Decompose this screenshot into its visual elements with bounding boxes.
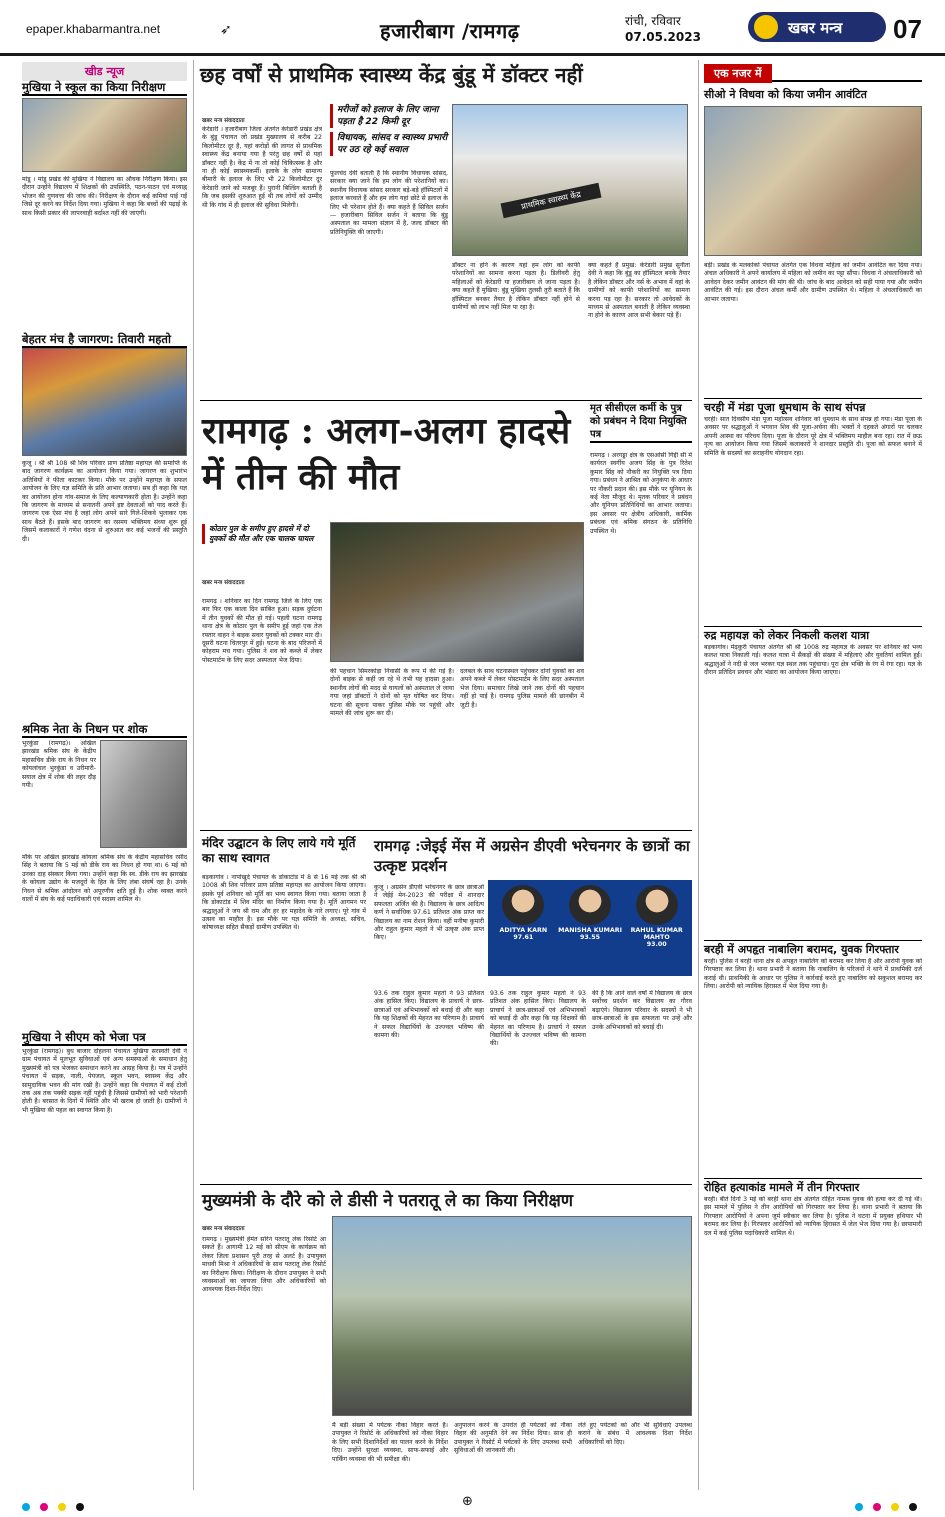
headline-cm-visit: मुख्यमंत्री के दौरे को ले डीसी ने पतरातू ले का किया निरीक्षण: [202, 1191, 574, 1211]
body-jee-col2: 93.6 तक राहुल कुमार महतो ने 93 प्रतिशत अंक हासिल किए। विद्यालय के प्राचार्य ने छात्र-छात्राओं एवं अभिभावकों को बधाई दी और कहा कि यह शिक्षकों की मेहनत का परिणाम है। प्राचार्य ने सफल विद्यार्थियों के उज्ज्वल भविष्य की कामना की।: [374, 990, 484, 1040]
photo-jagran-stage: [22, 348, 187, 456]
body-health-col1: केरेडारी । हजारीबाग जिला अंतर्गत केरेडारी प्रखंड क्षेत्र के बुंडू पंचायत जो प्रखंड मुख्यालय से करीब 22 किलोमीटर दूर है, यहां करोड़ों की लागत से प्राथमिक स्वास्थ्य केंद्र बनाया गया है परंतु छह वर्षों से यहां डॉक्टर नहीं है। केंद्र में ना तो कोई चिकित्सक है और ना ही कोई स्वास्थ्यकर्मी। इलाके के लोग सामान्य बीमारी के इलाज के लिए भी 22 किलोमीटर दूर केरेडारी जाने को मजबूर हैं। पुरानी बिल्डिंग बताती है कि जब इसकी शुरुआत हुई थी तब लोगों को उम्मीद थी कि गांव में ही इलाज की सुविधा मिलेगी।: [202, 126, 322, 209]
kicker-line: मरीजों को इलाज के लिए जाना पड़ता है 22 किमी दूर: [330, 104, 448, 128]
student-card: [623, 882, 690, 974]
crosshair-icon: ⊕: [462, 1494, 473, 1509]
student-photo: [569, 885, 611, 925]
brand-badge: खबर मन्त्र: [748, 12, 886, 42]
headline-health-centre: छह वर्षों से प्राथमिक स्वास्थ्य केंद्र बुंडू में डॉक्टर नहीं: [200, 63, 583, 87]
body-left-2: कुजू । श्री श्री 108 श्री शिव परिवार प्राण प्रतिष्ठा महायज्ञ की समाप्ति के बाद जागरण कार्यक्रम का आयोजन किया गया। जागरण का शुभारंभ अतिथियों ने फीता काटकर किया। मौके पर उन्होंने महायज्ञ के सफल आयोजन के लिए यज्ञ समिति के प्रति आभार जताया। सब ही कहा कि यज्ञ का आयोजन होना गांव-समाज के लिए कल्याणकारी होता है। उन्होंने कहा कि जागरण के माध्यम से सनातनी अपने इष्ट देवताओं को याद करते हैं। जागरण एक ऐसा मंच है जहां लोग अपने सारे गिले-शिकवे भुलाकर एक साथ बैठते हैं। इसके बाद जागरण का रसमय भक्तिमय संध्या शुरू हुई जिसमें कलाकारों ने गणेश वंदना से शुरुआत कर कई भजनों की प्रस्तुति दी।: [22, 460, 187, 543]
body-temple: बड़कागांव । नापोखुर्द पंचायत के डोकाटांड में 8 से 16 मई तक श्री श्री 1008 श्री शिव परिवार प्राण प्रतिष्ठा महायज्ञ का आयोजन किया जाएगा। इसके पूर्व शनिवार को मूर्ति का भव्य स्वागत किया गया। बताया जाता है कि डोकाटांड में शिव मंदिर का निर्माण किया गया है। मूर्ति आगमन पर श्रद्धालुओं ने जय श्री राम और हर हर महादेव के नारे लगाए। पूरे गांव में उत्सव का माहौल है। इस मौके पर यज्ञ समिति के अध्यक्ष, सचिव, कोषाध्यक्ष सहित सैकड़ों ग्रामीण उपस्थित थे।: [202, 874, 366, 932]
student-name: MANISHA KUMARI: [558, 927, 622, 934]
building-sign: प्राथमिक स्वास्थ्य केंद्र: [501, 183, 602, 218]
right-tag-row: [704, 62, 922, 82]
kicker-box: [330, 104, 448, 156]
body-right-3: बड़कागांव। मेढ़कुरी पंचायत अंतर्गत श्री श्री 1008 रुद्र महायज्ञ के अवसर पर शनिवार को भव्य कलश यात्रा निकाली गई। कलश यात्रा में सैकड़ों की संख्या में महिलाएं और युवतियां शामिल हुईं। श्रद्धालुओं ने नदी से जल भरकर यज्ञ स्थल तक पहुंचाया। पूरा क्षेत्र भक्ति के रंग में रंगा रहा। यज्ञ के दौरान प्रतिदिन प्रवचन और भंडारा का आयोजन किया जाएगा।: [704, 644, 922, 677]
body-left-1: मांडू । मांडू प्रखंड की मुखिया ने विद्यालय का औचक निरीक्षण किया। इस दौरान उन्होंने विद्यालय में शिक्षकों की उपस्थिति, पठन-पाठन एवं मध्याह्न भोजन की गुणवत्ता की जांच की। निरीक्षण के दौरान कई कमियां पाई गईं जिसे दूर करने का निर्देश दिया गया। मुखिया ने कहा कि बच्चों की पढ़ाई के साथ किसी प्रकार की लापरवाही बर्दाश्त नहीं की जाएगी।: [22, 176, 187, 217]
byline: खबर मन्त्र संवाददाता: [202, 1226, 245, 1232]
yellow-dot-icon: [891, 1503, 899, 1511]
yellow-dot-icon: [58, 1503, 66, 1511]
body-health-col3: डॉक्टर ना होने के कारण यहां हम लोग को काफी परेशानियों का सामना करना पड़ता है। डिलीवरी हेतु महिलाओं को केरेडारी या हजारीबाग ले जाना पड़ता है। क्या कहते हैं मुखिया: बुंडू मुखिया तुलसी तुरी बताते हैं कि हॉस्पिटल बनकर तैयार है लेकिन डॉक्टर नहीं होने से ग्रामीणों को लाभ नहीं मिल पा रहा है।: [452, 262, 580, 312]
student-score: 93.00: [646, 941, 667, 948]
headline-right-5: रोहित हत्याकांड मामले में तीन गिरफ्तार: [704, 1178, 922, 1195]
body-health-col4: क्या कहते हैं प्रमुख: केरेडारी प्रमुख सुनीता देवी ने कहा कि बुंडू का हॉस्पिटल बनके तैयार है लेकिन डॉक्टर और नर्स के अभाव में वहां के ग्रामीणों को काफी परेशानियों का सामना करना पड़ रहा है। सरकार तो आवेदकों के माध्यम से अस्पताल बनाती है लेकिन व्यवस्था ना होने के कारण आज सभी बेकार पड़े हैं।: [588, 262, 690, 320]
kicker-accidents: कोठार पुल के समीप हुए हादसे में दो युवकों की मौत और एक चालक घायल: [202, 524, 324, 544]
brand-logo-icon: [754, 15, 778, 39]
headline-accidents: रामगढ़ : अलग-अलग हादसे में तीन की मौत: [202, 410, 571, 498]
headline-right-1: सीओ ने विधवा को किया जमीन आवंटित: [704, 88, 867, 101]
body-right-2: चरही। सात दिवसीय मंडा पूजा महोत्सव शनिवार को धूमधाम के साथ संपन्न हो गया। मंडा पूजा के अवसर पर श्रद्धालुओं ने भगवान शिव की पूजा-अर्चना की। भक्तों ने दहकते अंगारों पर चलकर अपनी आस्था का परिचय दिया। पूजा के दौरान पूरे क्षेत्र में भक्तिमय माहौल बना रहा। रात में छऊ नृत्य का आयोजन किया गया जिसमें कलाकारों ने शानदार प्रस्तुति दी। पूजा को सफल बनाने में समिति के सदस्यों का सराहनीय योगदान रहा।: [704, 416, 922, 457]
cursor-icon: ➶: [220, 22, 232, 38]
section-rule: [200, 830, 692, 831]
headline-right-3: रुद्र महायज्ञ को लेकर निकली कलश यात्रा: [704, 626, 922, 643]
site-url[interactable]: epaper.khabarmantra.net: [26, 22, 161, 36]
column-divider: [193, 60, 194, 1490]
body-jee-col2b: 93.6 तक राहुल कुमार महतो ने 93 प्रतिशत अंक हासिल किए। विद्यालय के प्राचार्य ने छात्र-छात्राओं एवं अभिभावकों को बधाई दी और कहा कि यह शिक्षकों की मेहनत का परिणाम है। प्राचार्य ने सफल विद्यार्थियों के उज्ज्वल भविष्य की कामना की।: [490, 990, 586, 1048]
student-score: 97.61: [513, 934, 534, 941]
magenta-dot-icon: [40, 1503, 48, 1511]
student-photo: [636, 885, 678, 925]
photo-school-inspection: [22, 98, 187, 172]
column-divider: [698, 60, 699, 1490]
body-ccl: रामगढ़ । अरगड्डा क्षेत्र के एसओसी गिद्दी सी में कार्यरत स्वर्गीय अजय सिंह के पुत्र रितेश कुमार सिंह को नौकरी का नियुक्ति पत्र दिया गया। प्रबंधन ने आश्रित को अनुकंपा के आधार पर नौकरी प्रदान की। इस मौके पर यूनियन के कई नेता मौजूद थे। मृतक परिवार ने प्रबंधन और यूनियन प्रतिनिधियों का आभार जताया। इस अवसर पर क्षेत्रीय अधिकारी, कार्मिक प्रबंधक एवं श्रमिक संगठन के प्रतिनिधि उपस्थित थे।: [590, 452, 692, 535]
body-right-5: बरही। बीते दिनों 3 मई को बरही थाना क्षेत्र अंतर्गत रोहित नामक युवक की हत्या कर दी गई थी। इस मामले में पुलिस ने तीन आरोपियों को गिरफ्तार कर लिया है। थाना प्रभारी ने बताया कि गिरफ्तार आरोपियों ने अपना जुर्म स्वीकार कर लिया है। पुलिस ने घटना में प्रयुक्त हथियार भी बरामद कर लिया है। गिरफ्तार आरोपियों को न्यायिक हिरासत में जेल भेज दिया गया है। छापामारी दल में कई पुलिस पदाधिकारी शामिल थे।: [704, 1196, 922, 1237]
photo-accident-scene: [330, 522, 584, 662]
body-right-1: बड़ी। प्रखंड के मलकोको पंचायत अंतर्गत एक विधवा महिला को जमीन आवंटित कर दिया गया। अंचल अधिकारी ने अपने कार्यालय में महिला को जमीन का पट्टा सौंपा। विधवा ने अंचलाधिकारी को आवेदन देकर जमीन आवंटन की मांग की थी। जांच के बाद आवेदन को सही पाया गया और जमीन आवंटित की गई। इस दौरान अंचल कर्मी और ग्रामीण उपस्थित थे। महिला ने अंचलाधिकारी का आभार जताया।: [704, 262, 922, 303]
student-card: [557, 882, 624, 974]
byline: खबर मन्त्र संवाददाता: [202, 118, 245, 124]
body-cm-col4: लेते हुए पर्यटकों को और भी सुविधाएं उपलब्ध कराने के संबंध में आवश्यक दिशा निर्देश अधिकारियों को दिए।: [578, 1422, 692, 1446]
section-tag: एक नजर में: [704, 64, 772, 83]
kicker-line: विधायक, सांसद व स्वास्थ्य प्रभारी पर उठ रहे कई सवाल: [330, 132, 448, 156]
byline: खबर मन्त्र संवाददाता: [202, 580, 245, 586]
black-dot-icon: [76, 1503, 84, 1511]
photo-health-building: [452, 104, 688, 256]
date: 07.05.2023: [625, 30, 701, 44]
headline-left-3: श्रमिक नेता के निधन पर शोक: [22, 722, 187, 738]
section-rule: [200, 1184, 692, 1185]
cyan-dot-icon: [22, 1503, 30, 1511]
body-accidents-col2: की पहचान सिमरकोड़ा निवासी के रूप में की गई है। दोनों बाइक से कहीं जा रहे थे तभी यह हादसा हुआ। स्थानीय लोगों की मदद से घायलों को अस्पताल ले जाया गया जहां डॉक्टरों ने दोनों को मृत घोषित कर दिया। घटना की सूचना पाकर पुलिस मौके पर पहुंची और मामले की जांच शुरू कर दी।: [330, 668, 454, 718]
city-day: रांची, रविवार: [625, 14, 681, 28]
photo-land-allotment: [704, 106, 922, 256]
registration-marks: [22, 1496, 922, 1510]
student-card: [490, 882, 557, 974]
body-accidents-col1: रामगढ़ । शनिवार का दिन रामगढ़ जिले के लिए एक बार फिर एक काला दिन साबित हुआ। सड़क दुर्घटना में तीन युवकों की मौत हो गई। पहली घटना रामगढ़ थाना क्षेत्र के कोठार पुल के समीप हुई जहां एक तेज रफ्तार वाहन ने बाइक सवार युवकों को टक्कर मार दी। दूसरी घटना चितरपुर में हुई। घटना के बाद परिजनों में कोहराम मच गया। पुलिस ने शव को कब्जे में लेकर पोस्टमार्टम के लिए सदर अस्पताल भेज दिया।: [202, 598, 322, 664]
body-cm-col1: रामगढ़ । मुख्यमंत्री हेमंत सोरेन पतरातू लेक रिसोर्ट आ सकते हैं। आगामी 12 मई को सीएम के कार्यक्रम को लेकर जिला प्रशासन पूरी तरह से अलर्ट है। उपायुक्त माधवी मिश्रा ने अधिकारियों के साथ पतरातू लेक रिसोर्ट का निरीक्षण किया। निरीक्षण के दौरान उपायुक्त ने सभी व्यवस्थाओं का जायजा लिया और अधिकारियों को आवश्यक दिशा-निर्देश दिए।: [202, 1236, 326, 1294]
headline-ccl: मृत सीसीएल कर्मी के पुत्र को प्रबंधन ने दिया नियुक्ति पत्र: [590, 402, 692, 443]
photo-labor-leader: [100, 740, 187, 848]
body-cm-col3: अनुपालन करने के उपरांत ही पर्यटकों को नौका विहार की अनुमति देने का निर्देश दिया। साथ ही उपायुक्त ने रिसोर्ट में पर्यटकों के लिए उपलब्ध सभी सुविधाओं की जानकारी ली।: [454, 1422, 572, 1455]
body-jee-col1: कुजू । अग्रसेन डीएवी भरेचनगर के छात्र छात्राओं ने जेईई मेन-2023 की परीक्षा में शानदार सफलता अर्जित की है। विद्यालय के छात्र आदित्य कर्ण ने सर्वाधिक 97.61 प्रतिशत अंक प्राप्त कर विद्यालय का नाम रोशन किया। वहीं मनीषा कुमारी और राहुल कुमार महतो ने भी उत्कृष्ट अंक प्राप्त किए।: [374, 884, 484, 942]
student-photo: [502, 885, 544, 925]
caption-left-3: भुरकुंडा (रामगढ़)। अखिल झारखंड श्रमिक संघ के केंद्रीय महासचिव डीके राय के निधन पर कोयलांचल भुरकुंडा व उरीमारी-सयाल क्षेत्र में शोक की लहर दौड़ गयी।: [22, 740, 96, 790]
body-left-4: भुरकुंडा (रामगढ़)। बुध बाजार दोहलना पंचायत मुखिया सरस्वती देवी ने ग्राम पंचायत में मूलभूत सुविधाओं एवं अन्य समस्याओं के समाधान हेतु मुख्यमंत्री को पत्र भेजकर समाधान करने का आग्रह किया है। पत्र में उन्होंने पंचायत में सड़क, नाली, पेयजल, स्कूल भवन, स्वास्थ्य केंद्र और सामुदायिक भवन की मांग रखी है। उन्होंने कहा कि पंचायत में कई टोलों तक अब तक पक्की सड़क नहीं पहुंची है जिससे ग्रामीणों को भारी परेशानी होती है। बरसात के दिनों में स्थिति और भी खराब हो जाती है। ग्रामीणों ने भी मुखिया की पहल का स्वागत किया है।: [22, 1048, 187, 1114]
body-health-col2: फूलचंद देवी बताती हैं कि स्थानीय विधायक सांसद, सरकार क्या जाने कि हम लोग की परेशानियों का। स्थानीय विधायक सांसद सरकार बड़े-बड़े हॉस्पिटलों में इलाज करवाते हैं और हम लोग यहां छोटे से इलाज के लिए भी परेशान होते हैं। क्या कहते हैं सिविल सर्जन — हजारीबाग सिविल सर्जन ने बताया कि बुंडू अस्पताल का मामला संज्ञान में है, जल्द डॉक्टर की प्रतिनियुक्ति की जाएगी।: [330, 170, 448, 236]
student-name: RAHUL KUMAR MAHTO: [630, 927, 683, 941]
student-score: 93.55: [580, 934, 600, 941]
headline-right-4: बरही में अपहृत नाबालिग बरामद, युवक गिरफ्तार: [704, 940, 922, 957]
magenta-dot-icon: [873, 1503, 881, 1511]
page-number: 07: [893, 14, 922, 44]
photo-dc-inspection: [332, 1216, 692, 1416]
body-right-4: बरही। पुलिस ने बरही थाना क्षेत्र से अपहृत नाबालिग को बरामद कर लिया है और आरोपी युवक को गिरफ्तार कर लिया है। थाना प्रभारी ने बताया कि नाबालिग के परिजनों ने थाने में प्राथमिकी दर्ज कराई थी। प्राथमिकी के आधार पर पुलिस ने कार्रवाई करते हुए नाबालिग को सकुशल बरामद कर लिया। आरोपी को न्यायिक हिरासत में भेज दिया गया है।: [704, 958, 922, 991]
body-cm-col2: मैं बड़ी संख्या में पर्यटक नौका विहार करते हैं। उपायुक्त ने रिसोर्ट के अधिकारियों को नौका विहार के लिए सभी दिशानिर्देशों का पालन करने के निर्देश दिए। उन्होंने सुरक्षा व्यवस्था, साफ-सफाई और पार्किंग व्यवस्था की भी समीक्षा की।: [332, 1422, 448, 1463]
headline-left-4: मुखिया ने सीएम को भेजा पत्र: [22, 1030, 187, 1046]
headline-jee-result: रामगढ़ :जेइई मेंस में अग्रसेन डीएवी भरेचनगर के छात्रों का उत्कृष्ट प्रदर्शन: [374, 837, 690, 875]
student-name: ADITYA KARN: [499, 927, 548, 934]
section-rule: [200, 400, 692, 401]
body-accidents-col3: दलबल के साथ घटनास्थल पहुंचकर दोनों युवकों का शव अपने कब्जे में लेकर पोस्टमार्टम के लिए सदर अस्पताल भेज दिया। समाचार लिखे जाने तक दोनों की पहचान नहीं हो पाई है। रामगढ़ पुलिस मामले की छानबीन में जुटी है।: [460, 668, 584, 709]
black-dot-icon: [909, 1503, 917, 1511]
body-jee-col3: की है कि आने वाले वर्षों में विद्यालय के छात्र सर्वोच्च प्रदर्शन कर विद्यालय का गौरव बढ़ाएंगे। विद्यालय परिवार के सदस्यों ने भी छात्र-छात्राओं के इस सफलता पर उन्हें और उनके अभिभावकों को बधाई दी।: [592, 990, 692, 1031]
headline-left-1: मुखिया ने स्कूल का किया निरीक्षण: [22, 80, 187, 96]
headline-temple: मंदिर उद्घाटन के लिए लाये गये मूर्ति का साथ स्वागत: [202, 836, 356, 865]
masthead: [0, 0, 945, 56]
headline-left-2: बेहतर मंच है जागरण: तिवारी महतो: [22, 332, 187, 348]
result-card: [488, 880, 692, 976]
date-block: [625, 13, 701, 45]
edition-title: हजारीबाग /रामगढ़: [380, 19, 520, 43]
body-left-3: मौके पर अखिल झारखंड कोयला श्रमिक संघ के केंद्रीय महासचिव रसीद सिंह ने बताया कि 5 मई को डीके राय का निधन हो गया था। 6 मई को उनका दाह संस्कार किया गया। उन्होंने कहा कि स्व. डीके राय का झारखंड के कोयला उद्योग के मजदूरों के हित के लिए लंबा संघर्ष रहा है। उनके निधन से श्रमिक आंदोलन को अपूरणीय क्षति हुई है। शोक व्यक्त करने वालों में संघ के कई पदाधिकारी एवं सदस्य शामिल थे।: [22, 854, 187, 904]
cyan-dot-icon: [855, 1503, 863, 1511]
section-tag: खीड न्यूज: [22, 62, 187, 81]
headline-right-2: चरही में मंडा पूजा धूमधाम के साथ संपन्न: [704, 398, 922, 415]
